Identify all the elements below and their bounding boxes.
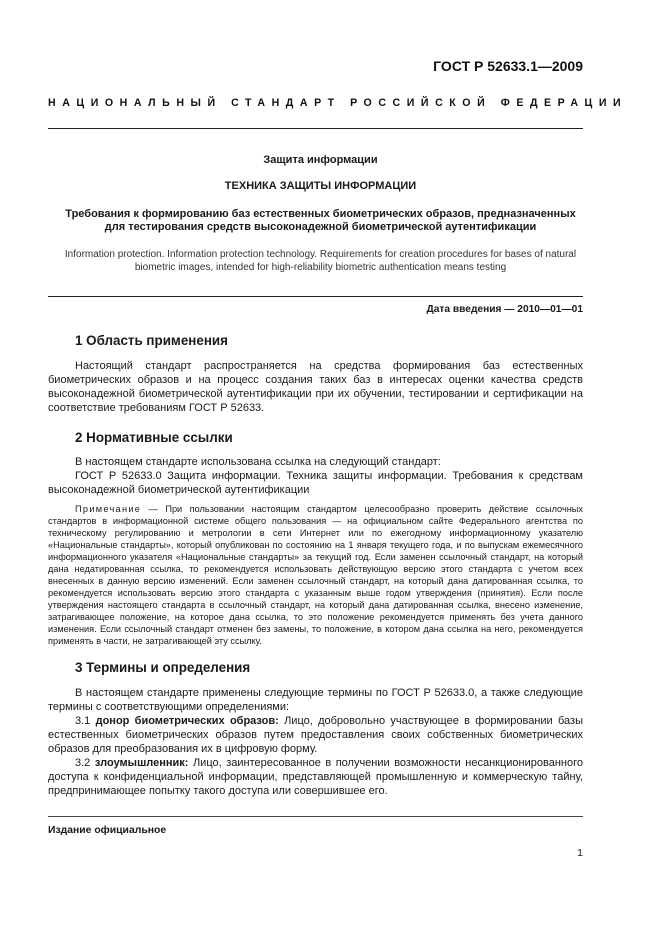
footer-divider (48, 816, 583, 817)
official-edition-label: Издание официальное (48, 825, 167, 836)
section-3-body (48, 686, 583, 798)
title-line-3: Требования к формированию баз естественных биометрических образов, предназначенных для тестирования средств высоконадежной биометрической аутентификации (65, 208, 576, 233)
term-3-2-name: злоумышленник: (94, 757, 189, 769)
note-text: — При пользовании настоящим стандартом целесообразно проверить действие ссылочных стандартов в информационной системе общего пользования — на официальном сайте Федерального агентства по техническому регулированию и метрологии в сети Интернет или по ежегодному информационному указателю «Национальные стандарты», который опубликован по состоянию на 1 января текущего года, и по выпускам ежемесячного информационного указателя «Национальные стандарты» за текущий год. Если заменен ссылочный стандарт, на который дана недатированная ссылка, то рекомендуется использовать действующую версию этого стандарта с учетом всех внесенных в данную версию изменений. Если заменен ссылочный стандарт, на который дана датированная ссылка, то рекомендуется использовать версию этого стандарта с указанным выше годом утверждения (принятия). Если после утверждения настоящего стандарта в ссылочный стандарт, на который дана датированная ссылка, внесено изменение, затрагивающее положение, на которое дана ссылка, то это положение рекомендуется применять без учета данного изменения. Если ссылочный стандарт отменен без замены, то положение, в котором дана ссылка на него, рекомендуется применять в части, не затрагивающей эту ссылку. (48, 504, 583, 646)
term-3-1-name: донор биометрических образов: (95, 715, 279, 727)
standard-code: ГОСТ Р 52633.1—2009 (433, 58, 583, 74)
section-2-note (48, 503, 583, 647)
section-2-paragraph-2: ГОСТ Р 52633.0 Защита информации. Техника защиты информации. Требования к средствам высоконадежной биометрической аутентификации (48, 470, 583, 496)
section-2-paragraph-1: В настоящем стандарте использована ссылка на следующий стандарт: (75, 456, 441, 468)
term-3-2-definition: Лицо, заинтересованное в получении возможности несанкционированного доступа к конфиденциальной информации, представляющей промышленную и коммерческую тайну, предпринимающее попытку такого доступа или совершившее его. (48, 757, 583, 797)
note-label: Примечание (75, 504, 142, 514)
section-2-body (48, 455, 583, 497)
term-3-1 (48, 714, 583, 756)
header-divider (48, 128, 583, 129)
section-1-body (48, 359, 583, 415)
page-number: 1 (577, 847, 583, 859)
section-3-heading: 3 Термины и определения (75, 660, 251, 675)
title-english: Information protection. Information protection technology. Requirements for creation procedures for bases of natural biometric images, intended for high-reliability biometric authentication means testing (64, 249, 577, 273)
introduction-date: Дата введения — 2010—01—01 (426, 304, 583, 315)
section-1-heading: 1 Область применения (75, 333, 228, 348)
title-line-2: ТЕХНИКА ЗАЩИТЫ ИНФОРМАЦИИ (224, 180, 417, 192)
national-standard-banner: НАЦИОНАЛЬНЫЙ СТАНДАРТ РОССИЙСКОЙ ФЕДЕРАЦИИ (48, 97, 628, 109)
term-3-2 (48, 756, 583, 798)
section-2-heading: 2 Нормативные ссылки (75, 430, 233, 445)
title-line-1: Защита информации (263, 154, 378, 166)
term-3-1-number: 3.1 (75, 715, 96, 727)
section-3-intro: В настоящем стандарте применены следующие термины по ГОСТ Р 52633.0, а также следующие термины с соответствующими определениями: (48, 687, 583, 713)
section-1-paragraph: Настоящий стандарт распространяется на средства формирования баз естественных биометрических образов и на процесс создания таких баз в интересах оценки качества средств высоконадежной биометрической аутентификации при их обучении, тестировании и сертификации на соответствие требованиям ГОСТ Р 52633. (48, 360, 583, 414)
term-3-2-number: 3.2 (75, 757, 95, 769)
title-divider (48, 296, 583, 297)
term-3-1-definition: Лицо, добровольно участвующее в формировании базы естественных биометрических образов путем предоставления своих собственных биометрических образов для преобразования их в цифровую форму. (48, 715, 583, 755)
